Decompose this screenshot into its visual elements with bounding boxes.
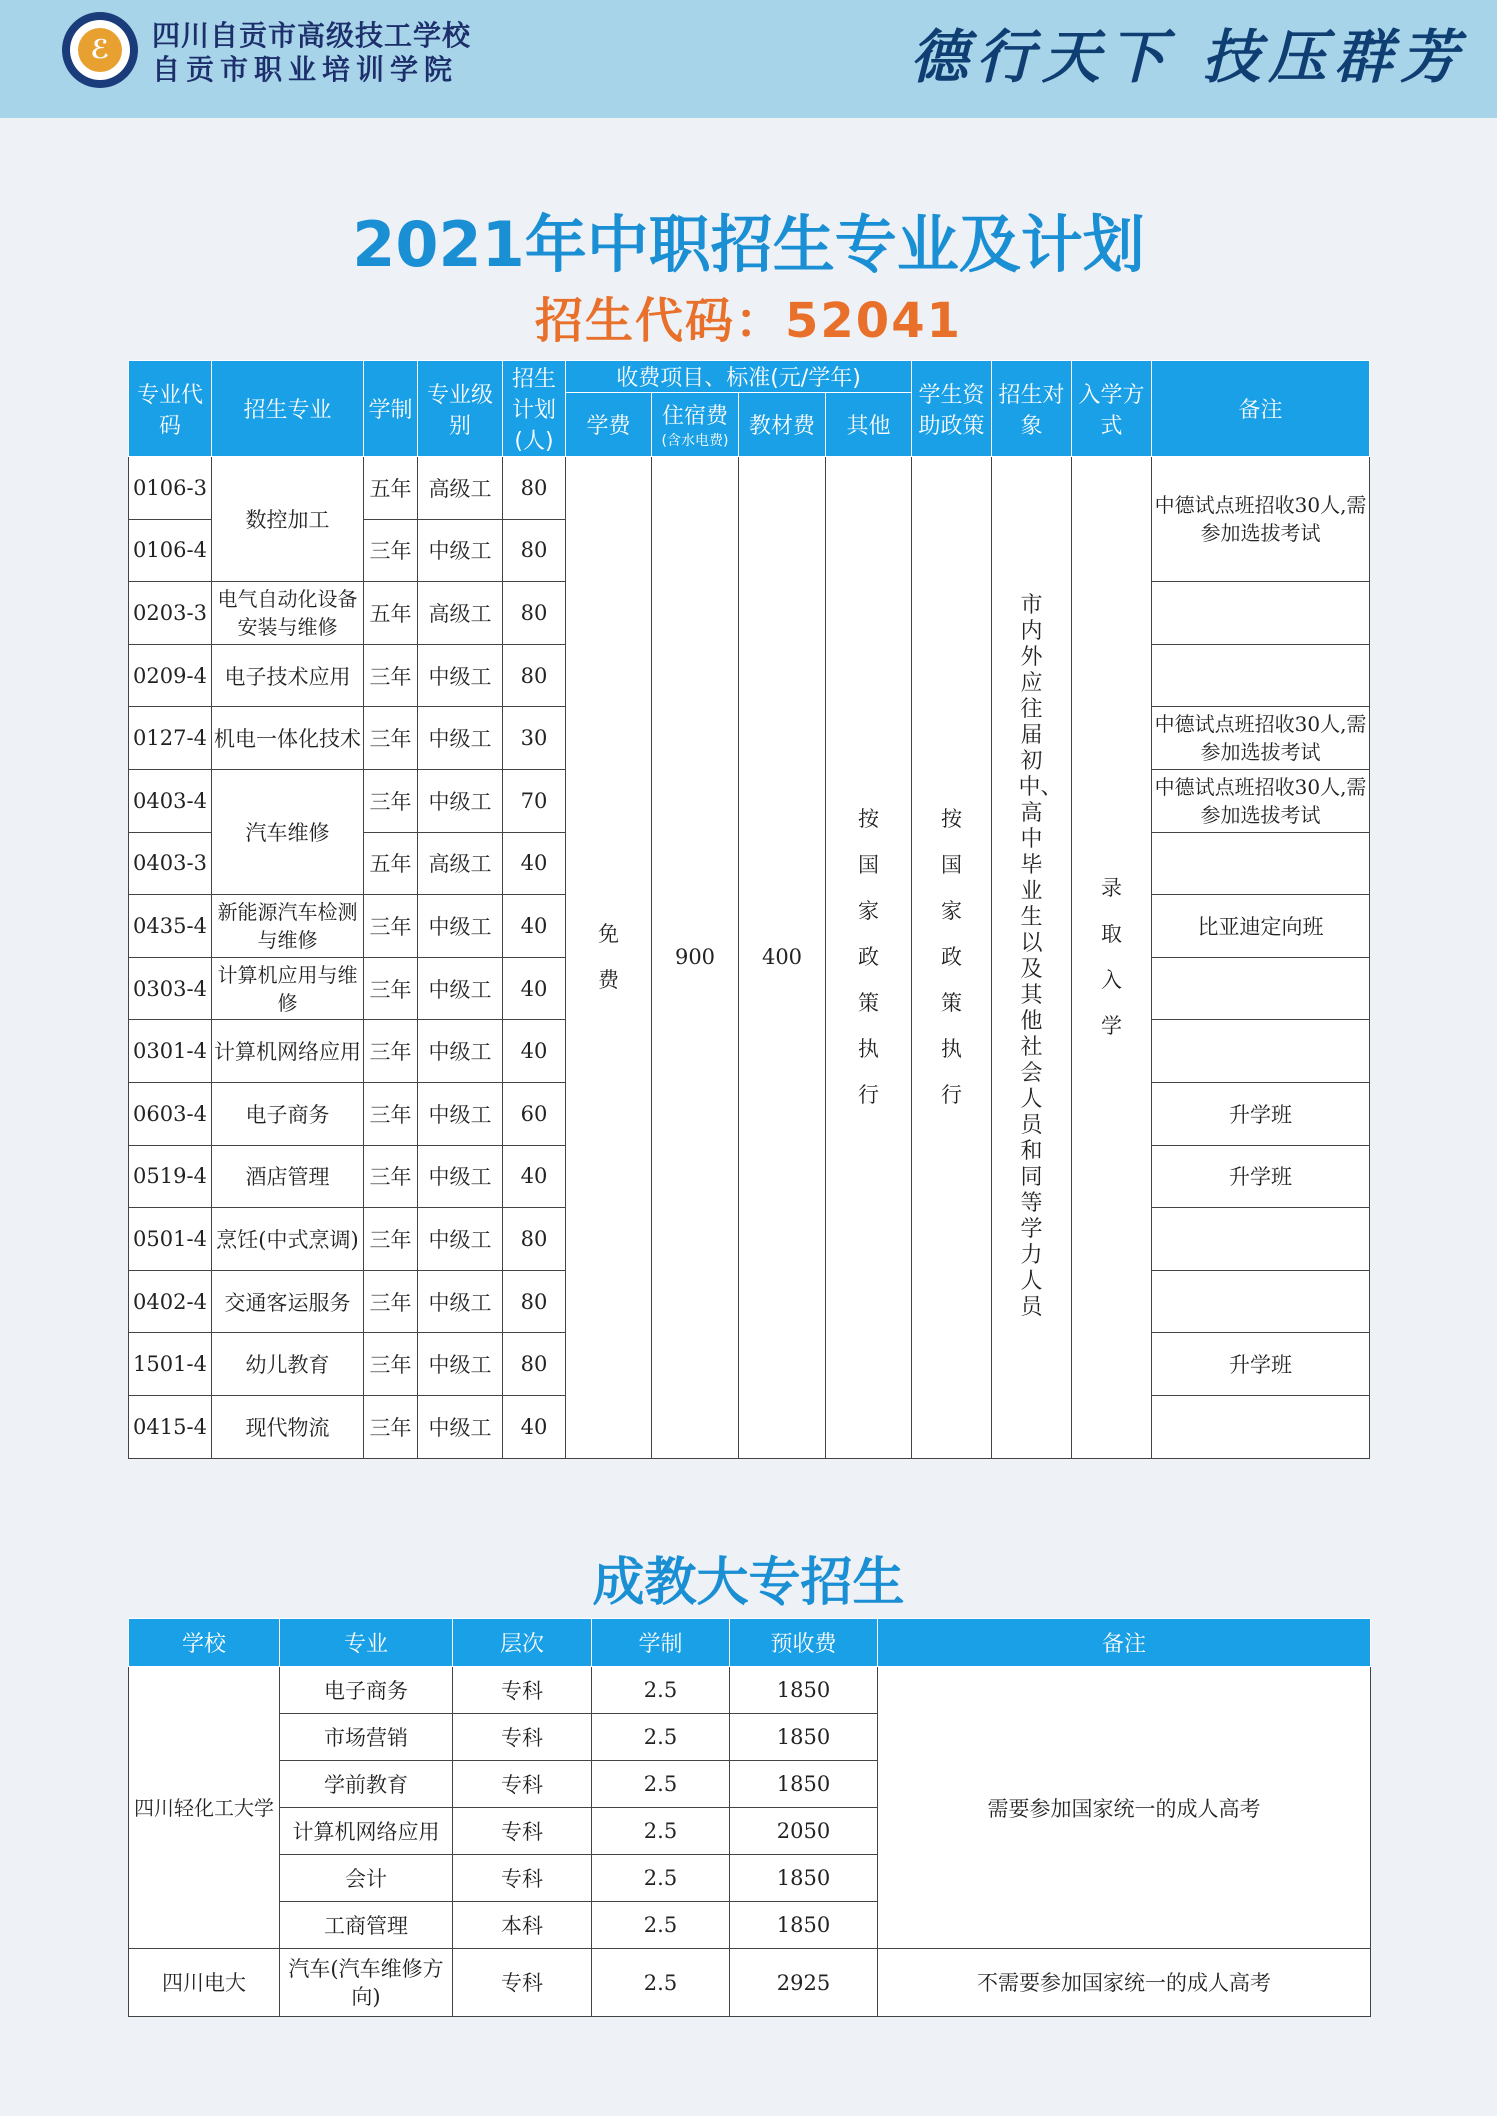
- header-admission: 入学方式: [1072, 361, 1152, 457]
- cell-major: 计算机网络应用: [212, 1020, 364, 1083]
- cell-level: 专科: [453, 1808, 592, 1855]
- cell-code: 0209-4: [129, 644, 212, 707]
- cell-duration: 三年: [364, 1020, 418, 1083]
- cell-remark: [1152, 1395, 1370, 1458]
- school-name-secondary: 自贡市职业培训学院: [152, 53, 459, 86]
- header-level: 层次: [453, 1619, 592, 1667]
- cell-major: 现代物流: [212, 1395, 364, 1458]
- cell-major: 电子商务: [280, 1667, 453, 1714]
- cell-code: 0435-4: [129, 895, 212, 958]
- cell-major: 酒店管理: [212, 1145, 364, 1208]
- header-lodging: [652, 393, 739, 457]
- cell-major: 计算机网络应用: [280, 1808, 453, 1855]
- cell-code: 0303-4: [129, 957, 212, 1020]
- cell-remark: 需要参加国家统一的成人高考: [878, 1667, 1371, 1949]
- cell-aid: [912, 457, 992, 1459]
- cell-level: 高级工: [418, 457, 503, 520]
- header-fees: 收费项目、标准(元/学年): [566, 361, 912, 393]
- cell-plan: 80: [503, 519, 566, 582]
- cell-duration: 五年: [364, 582, 418, 645]
- cell-duration: 三年: [364, 895, 418, 958]
- cell-code: 1501-4: [129, 1333, 212, 1396]
- enrollment-plan-table: [128, 360, 1370, 1459]
- header-school: 学校: [129, 1619, 280, 1667]
- cell-plan: 40: [503, 1145, 566, 1208]
- cell-major: 会计: [280, 1855, 453, 1902]
- emblem-glyph: ℰ: [90, 35, 110, 65]
- cell-major: 电子商务: [212, 1082, 364, 1145]
- cell-target: [992, 457, 1072, 1459]
- cell-plan: 70: [503, 769, 566, 832]
- cell-school: 四川轻化工大学: [129, 1667, 280, 1949]
- aid-text: 按国家政策执行: [941, 807, 963, 1108]
- table-row: [129, 457, 1370, 520]
- cell-level: 中级工: [418, 957, 503, 1020]
- cell-plan: 80: [503, 1208, 566, 1271]
- cell-level: 高级工: [418, 832, 503, 895]
- cell-plan: 80: [503, 457, 566, 520]
- section-title-adult-education: 成教大专招生: [592, 1553, 905, 1613]
- header-other: 其他: [826, 393, 912, 457]
- header-remark: 备注: [878, 1619, 1371, 1667]
- cell-major: 数控加工: [212, 457, 364, 582]
- cell-level: 中级工: [418, 1395, 503, 1458]
- cell-code: 0402-4: [129, 1270, 212, 1333]
- slogan: 德行天下 技压群芳: [910, 23, 1467, 91]
- cell-code: 0106-4: [129, 519, 212, 582]
- cell-major: 计算机应用与维修: [212, 957, 364, 1020]
- cell-major: 工商管理: [280, 1902, 453, 1949]
- cell-level: 中级工: [418, 1333, 503, 1396]
- cell-plan: 30: [503, 707, 566, 770]
- header-duration: 学制: [592, 1619, 730, 1667]
- cell-level: 中级工: [418, 1145, 503, 1208]
- cell-remark: 升学班: [1152, 1145, 1370, 1208]
- cell-remark: 升学班: [1152, 1082, 1370, 1145]
- header-tuition: 学费: [566, 393, 652, 457]
- cell-remark: [1152, 1208, 1370, 1271]
- cell-remark: [1152, 1020, 1370, 1083]
- cell-level: 中级工: [418, 1208, 503, 1271]
- cell-duration: 三年: [364, 707, 418, 770]
- header-code: 专业代码: [129, 361, 212, 457]
- cell-plan: 80: [503, 582, 566, 645]
- cell-level: 中级工: [418, 644, 503, 707]
- cell-plan: 80: [503, 644, 566, 707]
- cell-major: 电子技术应用: [212, 644, 364, 707]
- cell-duration: 三年: [364, 1270, 418, 1333]
- cell-duration: 三年: [364, 1145, 418, 1208]
- cell-code: 0603-4: [129, 1082, 212, 1145]
- cell-remark: 中德试点班招收30人,需参加选拔考试: [1152, 769, 1370, 832]
- cell-level: 专科: [453, 1714, 592, 1761]
- header-fee: 预收费: [730, 1619, 878, 1667]
- cell-duration: 三年: [364, 1395, 418, 1458]
- cell-duration: 2.5: [592, 1808, 730, 1855]
- tuition-text: 免费: [598, 922, 619, 993]
- cell-duration: 三年: [364, 644, 418, 707]
- school-name-primary: 四川自贡市高级技工学校: [152, 19, 472, 52]
- other-text: 按国家政策执行: [858, 807, 880, 1108]
- cell-duration: 2.5: [592, 1949, 730, 2017]
- cell-level: 中级工: [418, 769, 503, 832]
- cell-textbook: 400: [739, 457, 826, 1459]
- cell-remark: 中德试点班招收30人,需参加选拔考试: [1152, 457, 1370, 582]
- page-header: [0, 0, 1497, 118]
- cell-major: 汽车维修: [212, 769, 364, 894]
- cell-level: 中级工: [418, 519, 503, 582]
- cell-admission: [1072, 457, 1152, 1459]
- cell-duration: 三年: [364, 957, 418, 1020]
- adult-education-table: [128, 1618, 1371, 2017]
- header-aid: 学生资助政策: [912, 361, 992, 457]
- cell-fee: 1850: [730, 1855, 878, 1902]
- header-major: 专业: [280, 1619, 453, 1667]
- cell-level: 本科: [453, 1902, 592, 1949]
- cell-plan: 60: [503, 1082, 566, 1145]
- cell-remark: 比亚迪定向班: [1152, 895, 1370, 958]
- cell-major: 电气自动化设备安装与维修: [212, 582, 364, 645]
- cell-level: 专科: [453, 1855, 592, 1902]
- cell-level: 中级工: [418, 895, 503, 958]
- cell-level: 中级工: [418, 707, 503, 770]
- cell-major: 新能源汽车检测与维修: [212, 895, 364, 958]
- cell-duration: 2.5: [592, 1714, 730, 1761]
- cell-other: [826, 457, 912, 1459]
- cell-remark: 不需要参加国家统一的成人高考: [878, 1949, 1371, 2017]
- enrollment-code: 招生代码：52041: [535, 293, 962, 349]
- header-target: 招生对象: [992, 361, 1072, 457]
- cell-major: 幼儿教育: [212, 1333, 364, 1396]
- header-lodging-label: 住宿费: [661, 404, 728, 429]
- target-text: 市内外应往届初中、高中毕业生以及其他社会人员和同等学力人员: [1018, 593, 1063, 1321]
- cell-plan: 40: [503, 832, 566, 895]
- header-textbook: 教材费: [739, 393, 826, 457]
- admission-text: 录取入学: [1101, 876, 1123, 1039]
- header-remark: 备注: [1152, 361, 1370, 457]
- cell-duration: 三年: [364, 1082, 418, 1145]
- cell-code: 0127-4: [129, 707, 212, 770]
- cell-major: 交通客运服务: [212, 1270, 364, 1333]
- cell-fee: 2050: [730, 1808, 878, 1855]
- cell-remark: 中德试点班招收30人,需参加选拔考试: [1152, 707, 1370, 770]
- emblem-ring: [70, 20, 130, 80]
- school-emblem-icon: [62, 12, 138, 88]
- cell-fee: 1850: [730, 1902, 878, 1949]
- cell-code: 0519-4: [129, 1145, 212, 1208]
- header-duration: 学制: [364, 361, 418, 457]
- cell-code: 0403-3: [129, 832, 212, 895]
- cell-major: 市场营销: [280, 1714, 453, 1761]
- header-lodging-sub: (含水电费): [661, 433, 729, 449]
- cell-duration: 三年: [364, 519, 418, 582]
- cell-duration: 三年: [364, 1208, 418, 1271]
- cell-code: 0501-4: [129, 1208, 212, 1271]
- cell-level: 专科: [453, 1949, 592, 2017]
- cell-fee: 1850: [730, 1667, 878, 1714]
- cell-plan: 80: [503, 1333, 566, 1396]
- cell-code: 0403-4: [129, 769, 212, 832]
- cell-duration: 2.5: [592, 1902, 730, 1949]
- cell-school: 四川电大: [129, 1949, 280, 2017]
- cell-plan: 40: [503, 895, 566, 958]
- cell-major: 学前教育: [280, 1761, 453, 1808]
- cell-fee: 1850: [730, 1761, 878, 1808]
- cell-duration: 2.5: [592, 1761, 730, 1808]
- cell-remark: [1152, 1270, 1370, 1333]
- cell-major: 机电一体化技术: [212, 707, 364, 770]
- table-row: [129, 1949, 1371, 2017]
- cell-major: 烹饪(中式烹调): [212, 1208, 364, 1271]
- table-row: [129, 1667, 1371, 1714]
- cell-level: 中级工: [418, 1082, 503, 1145]
- cell-major: 汽车(汽车维修方向): [280, 1949, 453, 2017]
- cell-code: 0203-3: [129, 582, 212, 645]
- cell-remark: [1152, 957, 1370, 1020]
- cell-duration: 2.5: [592, 1667, 730, 1714]
- cell-level: 高级工: [418, 582, 503, 645]
- header-major: 招生专业: [212, 361, 364, 457]
- cell-duration: 五年: [364, 457, 418, 520]
- cell-duration: 五年: [364, 832, 418, 895]
- cell-code: 0415-4: [129, 1395, 212, 1458]
- header-level: 专业级别: [418, 361, 503, 457]
- page-title: 2021年中职招生专业及计划: [352, 208, 1145, 281]
- cell-fee: 1850: [730, 1714, 878, 1761]
- cell-plan: 80: [503, 1270, 566, 1333]
- emblem-core: [78, 28, 122, 72]
- cell-plan: 40: [503, 1020, 566, 1083]
- cell-plan: 40: [503, 1395, 566, 1458]
- cell-code: 0301-4: [129, 1020, 212, 1083]
- cell-level: 中级工: [418, 1020, 503, 1083]
- cell-plan: 40: [503, 957, 566, 1020]
- header-plan: 招生计划(人): [503, 361, 566, 457]
- cell-fee: 2925: [730, 1949, 878, 2017]
- cell-remark: [1152, 582, 1370, 645]
- cell-duration: 三年: [364, 1333, 418, 1396]
- cell-duration: 三年: [364, 769, 418, 832]
- cell-lodging: 900: [652, 457, 739, 1459]
- cell-remark: [1152, 644, 1370, 707]
- cell-level: 专科: [453, 1761, 592, 1808]
- cell-level: 专科: [453, 1667, 592, 1714]
- cell-tuition: [566, 457, 652, 1459]
- cell-remark: 升学班: [1152, 1333, 1370, 1396]
- cell-code: 0106-3: [129, 457, 212, 520]
- cell-remark: [1152, 832, 1370, 895]
- cell-level: 中级工: [418, 1270, 503, 1333]
- cell-duration: 2.5: [592, 1855, 730, 1902]
